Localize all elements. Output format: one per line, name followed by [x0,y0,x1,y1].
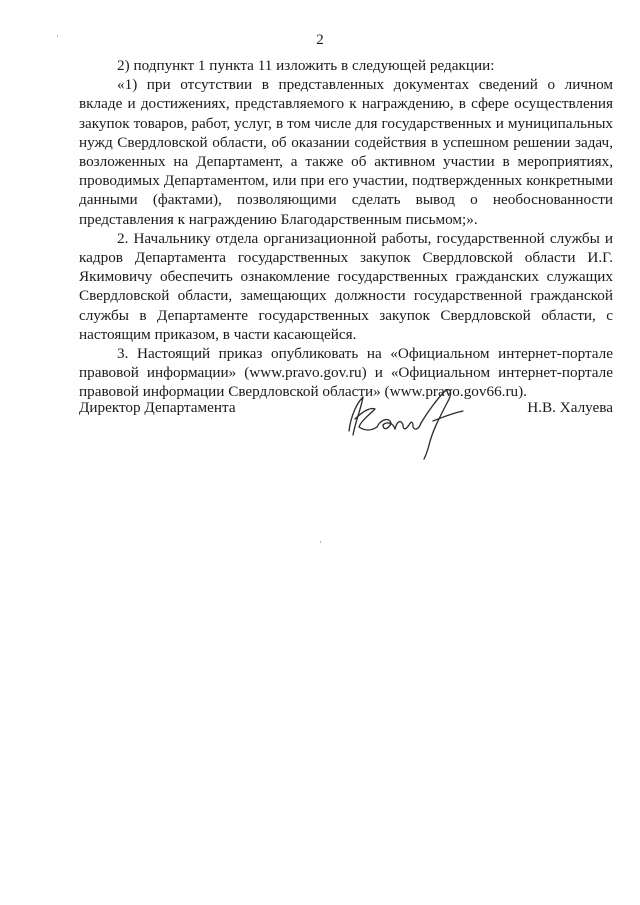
document-body [79,56,613,402]
paragraph-item-2: 2. Начальнику отдела организационной работы, государственной службы и кадров Департамента государственных закупок Свердловской области И.Г. Якимовичу обеспечить ознакомление государственных гражданских служащих Свердловской области, замещающих должности государственной гражданской службы в Департаменте государственных закупок Свердловской области, с настоящим приказом, в части касающейся. [79,229,613,343]
signer-name: Н.В. Халуева [527,399,613,416]
paragraph-amendment-text: «1) при отсутствии в представленных документах сведений о личном вкладе и достижениях, представляемого к награждению, в сфере осуществления закупок товаров, работ, услуг, в том числе для государственных и муниципальных нужд Свердловской области, об оказании содействия в успешном решении задач, возложенных на Департамент, а также об активном участии в мероприятиях, проводимых Департаментом, или при его участии, подтвержденных конкретными данными (фактами), позволяющими сделать вывод о необоснованности представления к награждению Благодарственным письмом;». [79,76,613,228]
paragraph-amendment-intro: 2) подпункт 1 пункта 11 изложить в следующей редакции: [117,57,495,74]
scan-speck [57,35,58,37]
paragraph-item-3: 3. Настоящий приказ опубликовать на «Официальном интернет-портале правовой информации» (www.pravo.gov.ru) и «Официальном интернет-портале правовой информации Свердловской области» (www.pravo.gov66.ru). [79,345,613,401]
handwritten-signature [341,385,481,461]
scan-speck [320,541,321,543]
page-number: 2 [316,32,324,48]
signer-position: Директор Департамента [79,399,236,416]
signature-block [79,399,613,469]
